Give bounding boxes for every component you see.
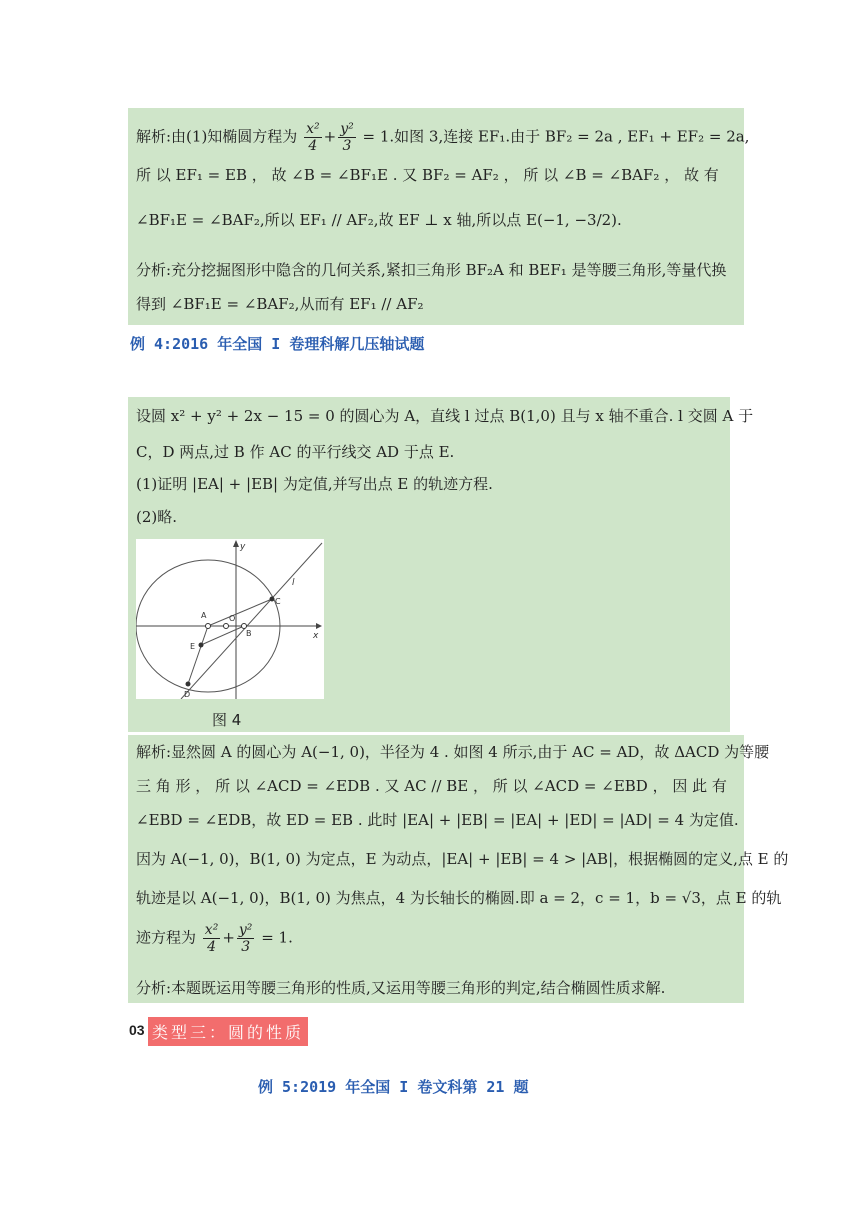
segment-AC (208, 599, 272, 626)
point-D (186, 682, 191, 687)
fraction (338, 122, 356, 153)
label-B: B (246, 629, 252, 638)
point-E (199, 643, 204, 648)
problem-block (128, 397, 754, 732)
solution-line: ∠EBD = ∠EDB，故 ED = EB . 此时 |EA| + |EB| = |EA| + |ED| = |AD| = 4 为定值. (136, 811, 739, 829)
text: = 1.如图 3,连接 EF₁.由于 BF₂ = 2a , EF₁ + EF₂ = 2a, (362, 127, 750, 146)
problem-line: (2)略. (136, 508, 178, 526)
y-axis-arrow (233, 540, 239, 547)
numerator: y² (340, 121, 354, 137)
example-5-title: 例 5:2019 年全国 I 卷文科第 21 题 (258, 1078, 529, 1096)
denominator: 3 (241, 939, 251, 955)
point-A (206, 624, 211, 629)
point-B (242, 624, 247, 629)
solution-line: 所 以 EF₁ = EB ， 故 ∠B = ∠BF₁E . 又 BF₂ = AF₂ ， 所 以 ∠B = ∠BAF₂ ， 故 有 (136, 166, 719, 184)
fraction (237, 923, 255, 954)
label-x: x (313, 631, 319, 641)
solution-line: 解析:显然圆 A 的圆心为 A(−1, 0)，半径为 4 . 如图 4 所示,由于 AC = AD，故 ΔACD 为等腰 (136, 743, 770, 761)
segment-AD (188, 626, 208, 684)
denominator: 4 (308, 138, 318, 154)
point-C (270, 597, 275, 602)
text: 解析:由(1)知椭圆方程为 (136, 127, 298, 146)
solution-line: 解析:由(1)知椭圆方程为 $\frac{\text{x²}}{4}$ + $\frac{\text{y²}}{3}$ = 1.如图 3,连接 EF₁.由于 BF₂ = 2a , EF₁ + EF₂ = 2a, (136, 121, 750, 154)
solution-line: 轨迹是以 A(−1, 0)，B(1, 0) 为焦点，4 为长轴长的椭圆.即 a = 2，c = 1，b = √3，点 E 的轨 (136, 889, 782, 907)
solution-line: 三 角 形 ， 所 以 ∠ACD = ∠EDB . 又 AC // BE ， 所 以 ∠ACD = ∠EBD ， 因 此 有 (136, 777, 727, 795)
problem-line: (1)证明 |EA| + |EB| 为定值,并写出点 E 的轨迹方程. (136, 475, 493, 493)
label-A: A (201, 611, 207, 620)
label-l: l (292, 578, 295, 588)
numerator: x² (204, 922, 219, 938)
analysis-line: 分析:本题既运用等腰三角形的性质,又运用等腰三角形的判定,结合椭圆性质求解. (136, 979, 666, 997)
solution-block-1 (128, 108, 750, 325)
solution-line: 迹方程为 $\frac{\text{x²}}{4}$ + $\frac{\text{y²}}{3}$ = 1. (136, 922, 293, 955)
fraction (203, 923, 221, 954)
denominator: 3 (342, 138, 352, 154)
solution-line: ∠BF₁E = ∠BAF₂,所以 EF₁ // AF₂,故 EF ⊥ x 轴,所以点 E(−1, −3/2). (136, 211, 622, 229)
figure-4 (136, 539, 324, 699)
point-O (224, 624, 229, 629)
problem-line: C，D 两点,过 B 作 AC 的平行线交 AD 于点 E. (136, 443, 455, 461)
text: 迹方程为 (136, 928, 197, 947)
numerator: y² (238, 922, 253, 938)
section-badge: 类型三：圆的性质 (148, 1017, 308, 1046)
analysis-line: 得到 ∠BF₁E = ∠BAF₂,从而有 EF₁ // AF₂ (136, 295, 424, 313)
section-number: 03 (129, 1022, 145, 1038)
label-E: E (190, 642, 196, 651)
label-y: y (240, 542, 246, 552)
solution-line: 因为 A(−1, 0)，B(1, 0) 为定点，E 为动点，|EA| + |EB| = 4 > |AB|，根据椭圆的定义,点 E 的 (136, 850, 789, 868)
solution-block-2 (128, 735, 789, 1003)
denominator: 4 (207, 939, 217, 955)
label-D: D (184, 690, 191, 699)
label-O: O (229, 614, 236, 623)
analysis-line: 分析:充分挖掘图形中隐含的几何关系,紧扣三角形 BF₂A 和 BEF₁ 是等腰三角形,等量代换 (136, 261, 727, 279)
problem-line: 设圆 x² + y² + 2x − 15 = 0 的圆心为 A，直线 l 过点 B(1,0) 且与 x 轴不重合. l 交圆 A 于 (136, 407, 754, 425)
ellipse-diagram (136, 539, 324, 699)
numerator: x² (306, 121, 320, 137)
x-axis-arrow (316, 623, 322, 629)
example-4-title: 例 4:2016 年全国 I 卷理科解几压轴试题 (130, 335, 425, 353)
text: = 1. (261, 928, 293, 947)
fraction (304, 122, 322, 153)
figure-caption: 图 4 (212, 711, 242, 729)
line-l (181, 543, 322, 699)
label-C: C (275, 597, 281, 606)
